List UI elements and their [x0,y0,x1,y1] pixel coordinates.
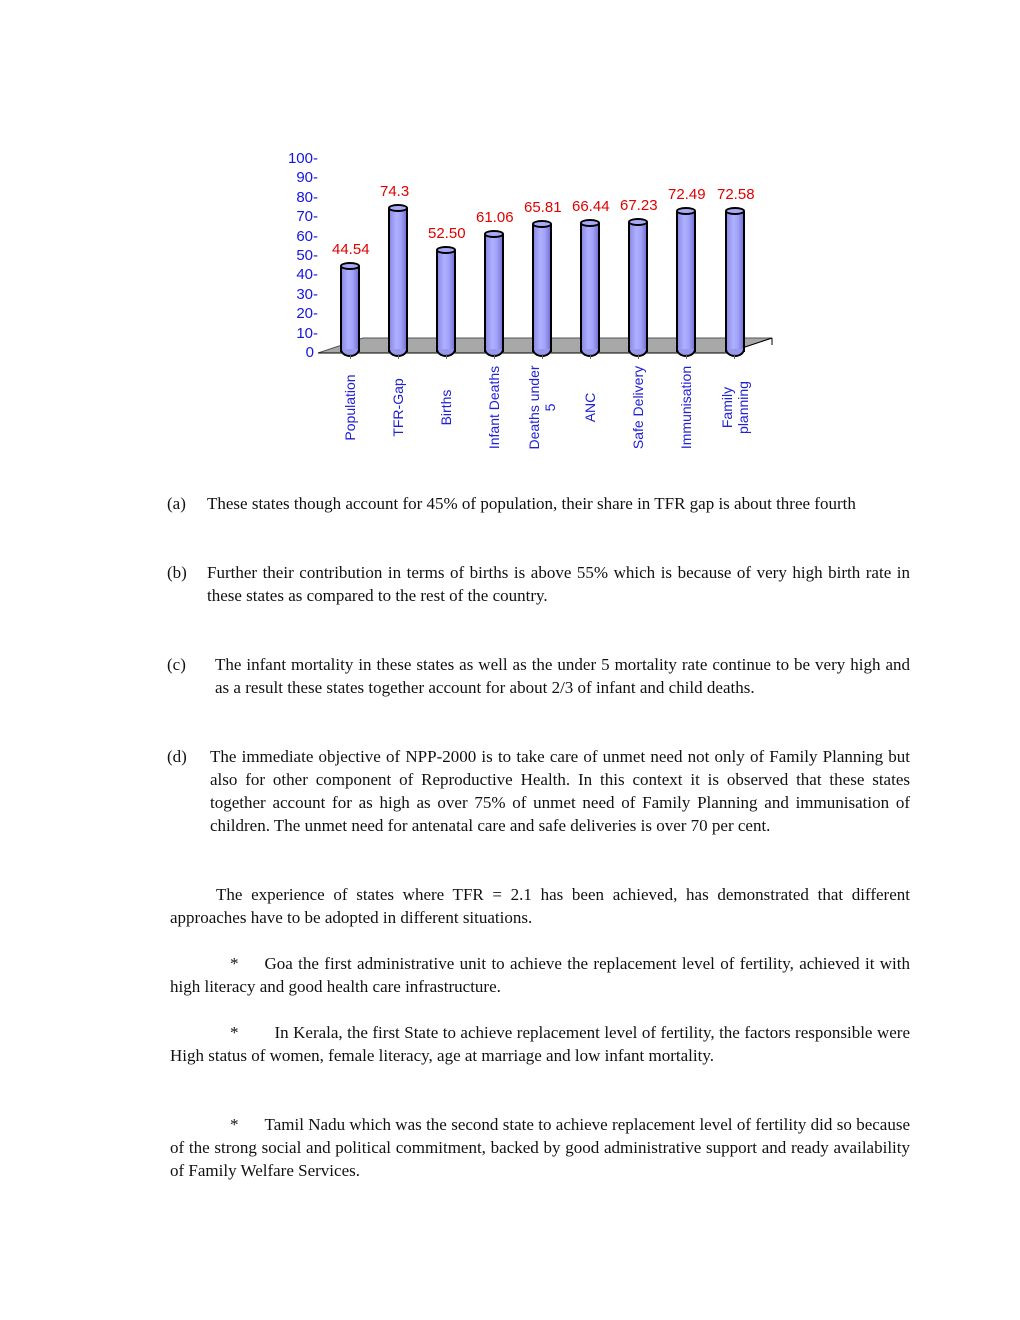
y-tick-label: 30- [296,285,318,303]
x-category-label: TFR-Gap [390,378,406,437]
bar-cap [628,218,648,226]
bullet-goa [170,952,910,998]
y-tick-label: 80- [296,188,318,206]
x-tick [350,354,351,359]
bullet-marker: * [230,954,239,973]
x-tick [446,354,447,359]
y-tick-label: 10- [296,324,318,342]
x-tick [734,354,735,359]
x-tick [686,354,687,359]
paragraph-a-marker: (a) [167,494,186,513]
x-tick [590,354,591,359]
bar-cap [388,204,408,212]
bullet-kerala [170,1021,910,1067]
bullet-marker: * [230,1023,239,1042]
paragraph-c-text: The infant mortality in these states as well as the under 5 mortality rate continue to be very high and as a result these states together account for about 2/3 of infant and child deaths. [215,655,910,697]
bar [388,208,408,352]
bullet-text: Goa the first administrative unit to achieve the replacement level of fertility, achieved it with high literacy and good health care infrastructure. [170,954,910,996]
value-label: 67.23 [620,196,658,214]
y-tick-label: 100- [287,150,318,167]
x-category-label: Population [342,374,358,441]
bar-cap [340,262,360,270]
x-category-label: Family planning [719,381,751,434]
x-category-label: Infant Deaths [486,365,502,450]
bar [436,250,456,352]
x-category-label: ANC [582,392,598,423]
value-label: 61.06 [476,208,514,226]
value-label: 72.58 [717,186,755,204]
y-tick-label: 60- [296,227,318,245]
y-tick-label: 70- [296,208,318,226]
bar [725,211,745,352]
x-category-label: Deaths under 5 [526,365,558,450]
bar [532,224,552,352]
bar [340,266,360,352]
value-label: 65.81 [524,199,562,217]
bar [676,211,696,352]
value-label: 66.44 [572,198,610,216]
bar [628,222,648,352]
y-tick-label: 40- [296,266,318,284]
paragraph-b-marker: (b) [167,563,187,582]
bullet-tamil-nadu [170,1113,910,1182]
y-tick-label: 50- [296,247,318,264]
paragraph-d-body: The immediate objective of NPP-2000 is to take care of unmet need not only of Family Planning but also for other component of Reproductive Health. In this context it is observed that these states together account for as high as over 75% of unmet need of Family Planning and immunisation of children. The unmet need for antenatal care and safe deliveries is over 70 per cent. [210,747,910,835]
x-category-label: Safe Delivery [630,365,646,450]
bullet-marker: * [230,1115,239,1134]
x-category-label: Births [438,389,454,426]
x-tick [638,354,639,359]
value-label: 74.3 [380,182,410,200]
value-label: 52.50 [428,225,466,243]
x-category-label: Immunisation [678,365,694,450]
bullet-text: Tamil Nadu which was the second state to achieve replacement level of fertility did so because of the strong social and political commitment, backed by good administrative support and ready availability of Family Welfare Services. [170,1115,910,1180]
paragraph-b-text: Further their contribution in terms of births is above 55% which is because of very high birth rate in these states as compared to the rest of the country. [207,563,910,605]
y-tick-label: 0 [305,344,314,361]
value-label: 72.49 [668,186,706,204]
bar [580,223,600,352]
value-label: 44.54 [332,240,370,258]
x-tick [542,354,543,359]
x-tick [494,354,495,359]
bar-cap [484,230,504,238]
bar [484,234,504,352]
x-tick [398,354,399,359]
paragraph-c-marker: (c) [167,655,186,674]
bar-chart [270,145,790,465]
y-tick-label: 20- [296,305,318,323]
paragraph-d-text [210,745,910,837]
intro-paragraph: The experience of states where TFR = 2.1 has been achieved, has demonstrated that different approaches have to be adopted in different situations. [170,885,910,927]
paragraph-a-text: These states though account for 45% of population, their share in TFR gap is about three fourth [207,494,856,513]
y-tick-label: 90- [296,169,318,187]
bullet-text: In Kerala, the first State to achieve replacement level of fertility, the factors responsible were High status of women, female literacy, age at marriage and low infant mortality. [170,1023,910,1065]
paragraph-d-marker: (d) [167,747,187,766]
